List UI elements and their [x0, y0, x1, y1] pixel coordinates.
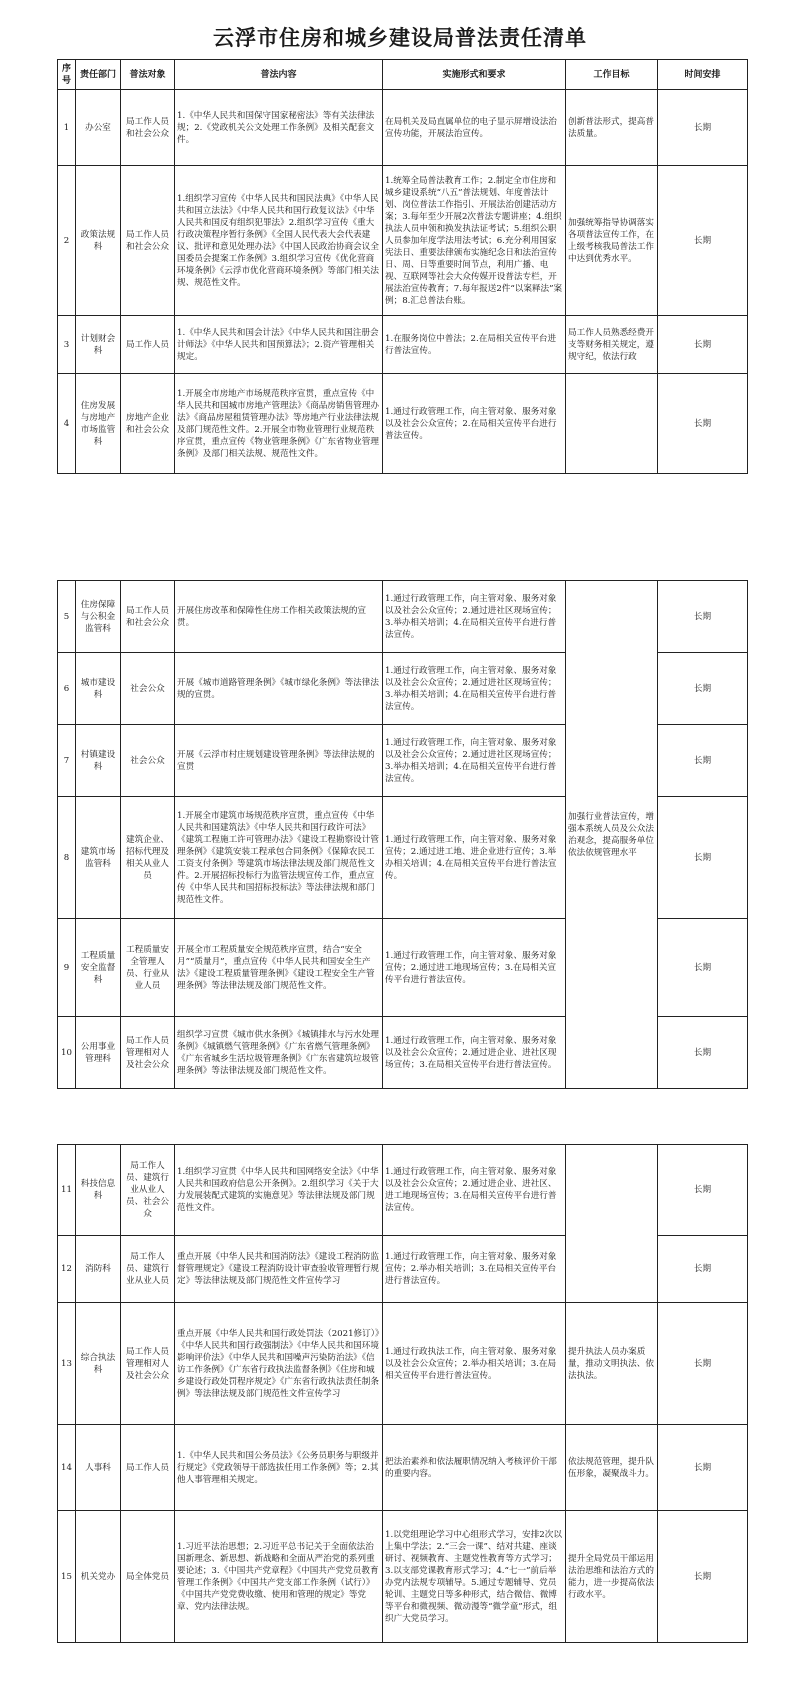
row-seq: 12 [58, 1236, 76, 1303]
row-time: 长期 [658, 374, 748, 474]
row-target: 局工作人员和社会公众 [121, 581, 175, 653]
row-time: 长期 [658, 1236, 748, 1303]
row-method: 1.通过行政管理工作，向主管对象、服务对象以及社会公众宣传；2.通过进社区现场宣传；3.举办相关培训；4.在局相关宣传平台进行普法宣传。 [383, 581, 566, 653]
table-row [58, 1145, 748, 1236]
row-method: 1.在服务岗位中普法；2.在局相关宣传平台进行普法宣传。 [383, 316, 566, 374]
row-seq: 13 [58, 1303, 76, 1425]
row-dept: 综合执法科 [76, 1303, 121, 1425]
row-dept: 科技信息科 [76, 1145, 121, 1236]
row-method: 1.以党组理论学习中心组形式学习，安排2次以上集中学法；2.“三会一课”、结对共建、座谈研讨、视频教育、主题党性教育等方式学习；3.以支部党课教育形式学习；4.“七一”前后举办党内法规专项辅导。5.通过专题辅导、党员轮训、主题党日等多种形式，结合微信、微博等平台和微视频、微动漫等“微学童”形式，组织广大党员学习。 [383, 1511, 566, 1643]
table-row [58, 581, 748, 653]
table-row [58, 166, 748, 316]
shared-goal-cell: 加强行业普法宣传，增强本系统人员及公众法治观念，提高服务单位依法依规管理水平 [566, 581, 658, 1089]
row-dept: 政策法规科 [76, 166, 121, 316]
row-dept: 人事科 [76, 1425, 121, 1511]
responsibility-table-part-2 [57, 580, 748, 1089]
header-dept: 责任部门 [76, 60, 121, 90]
row-time: 长期 [658, 725, 748, 797]
row-content: 1.组织学习宣贯《中华人民共和国网络安全法》《中华人民共和国政府信息公开条例》。2.组织学习《关于大力发展装配式建筑的实施意见》等法律法规及部门规范性文件。 [175, 1145, 383, 1236]
row-goal: 加强统筹指导协调落实各项普法宣传工作，在上级考核我局普法工作中达到优秀水平。 [566, 166, 658, 316]
row-dept: 住房发展与房地产市场监管科 [76, 374, 121, 474]
row-target: 局全体党员 [121, 1511, 175, 1643]
row-goal: 创新普法形式，提高普法质量。 [566, 90, 658, 166]
row-content: 1.组织学习宣传《中华人民共和国民法典》《中华人民共和国立法法》《中华人民共和国行政复议法》《中华人民共和国反有组织犯罪法》2.组织学习宣传《重大行政决策程序暂行条例》《全国人民代表大会代表建议、批评和意见处理办法》《中国人民政治协商会议全国委员会提案工作条例》3.组织学习宣传《优化营商环境条例》《云浮市优化营商环境条例》等部门相关法规、规范性文件。 [175, 166, 383, 316]
row-content: 1.《中华人民共和国保守国家秘密法》等有关法律法规；2.《党政机关公文处理工作条例》及相关配套文件。 [175, 90, 383, 166]
row-target: 建筑企业、招标代理及相关从业人员 [121, 797, 175, 919]
row-goal: 提升执法人员办案质量，推动文明执法、依法执法。 [566, 1303, 658, 1425]
row-seq: 3 [58, 316, 76, 374]
row-content: 重点开展《中华人民共和国行政处罚法（2021修订）》《中华人民共和国行政强制法》《中华人民共和国环境影响评价法》《中华人民共和国噪声污染防治法》《信访工作条例》《广东省行政执法监督条例》《住房和城乡建设行政处罚程序规定》《广东省行政执法责任制条例》等法律法规及部门规范性文件宣传学习 [175, 1303, 383, 1425]
row-target: 局工作人员和社会公众 [121, 90, 175, 166]
row-target: 局工作人员管理相对人及社会公众 [121, 1303, 175, 1425]
row-time: 长期 [658, 581, 748, 653]
row-goal: 依法规范管理，提升队伍形象，凝聚战斗力。 [566, 1425, 658, 1511]
row-method: 1.通过行政管理工作，向主管对象、服务对象以及社会公众宣传；2.通过进企业、进社区、进工地现场宣传；3.在局相关宣传平台进行普法宣传。 [383, 1145, 566, 1236]
row-time: 长期 [658, 166, 748, 316]
row-seq: 4 [58, 374, 76, 474]
row-method: 1.通过行政管理工作，向主管对象、服务对象以及社会公众宣传；2.通过进社区现场宣传；3.举办相关培训；4.在局相关宣传平台进行普法宣传。 [383, 653, 566, 725]
header-seq: 序号 [58, 60, 76, 90]
table-row [58, 316, 748, 374]
row-method: 1.通过行政执法工作，向主管对象、服务对象以及社会公众宣传；2.举办相关培训；3.在局相关宣传平台进行普法宣传。 [383, 1303, 566, 1425]
row-method: 1.通过行政管理工作，向主管对象、服务对象以及社会公众宣传；2.通过进企业、进社区现场宣传；3.在局相关宣传平台进行普法宣传。 [383, 1017, 566, 1089]
table-row [58, 90, 748, 166]
row-seq: 11 [58, 1145, 76, 1236]
row-method: 1.通过行政管理工作，向主管对象、服务对象宣传；2.通过进工地、进企业进行宣传；3.举办相关培训；4.在局相关宣传平台进行普法宣传。 [383, 797, 566, 919]
row-target: 工程质量安全管理人员、行业从业人员 [121, 919, 175, 1017]
header-content: 普法内容 [175, 60, 383, 90]
row-dept: 公用事业管理科 [76, 1017, 121, 1089]
document-title: 云浮市住房和城乡建设局普法责任清单 [213, 26, 587, 50]
row-dept: 办公室 [76, 90, 121, 166]
table-row [58, 374, 748, 474]
row-seq: 15 [58, 1511, 76, 1643]
row-time: 长期 [658, 1511, 748, 1643]
row-time: 长期 [658, 90, 748, 166]
row-target: 局工作人员和社会公众 [121, 166, 175, 316]
row-method: 1.统筹全局普法教育工作；2.制定全市住房和城乡建设系统“八五”普法规划、年度普法计划、岗位普法工作指引、开展法治创建活动方案；3.每年至少开展2次普法专题讲座；4.组织执法人员申领和换发执法证考试；5.组织公职人员参加年度学法用法考试；6.充分利用国家宪法日、重要法律颁布实施纪念日和法治宣传日、周、日等重要时间节点，利用广播、电视、互联网等社会大众传媒开设普法专栏，开展法治宣传教育；7.每年报送2件“以案释法”案例；8.汇总普法台账。 [383, 166, 566, 316]
row-target: 社会公众 [121, 725, 175, 797]
row-time: 长期 [658, 797, 748, 919]
row-target: 局工作人员、建筑行业从业人员 [121, 1236, 175, 1303]
row-seq: 7 [58, 725, 76, 797]
table-row [58, 1511, 748, 1643]
row-method: 1.通过行政管理工作，向主管对象、服务对象以及社会公众宣传；2.在局相关宣传平台进行普法宣传。 [383, 374, 566, 474]
row-goal: 局工作人员熟悉经费开支等财务相关规定，遵规守纪，依法行政 [566, 316, 658, 374]
row-dept: 机关党办 [76, 1511, 121, 1643]
row-content: 开展住房改革和保障性住房工作相关政策法规的宣贯。 [175, 581, 383, 653]
row-method: 把法治素养和依法履职情况纳入考核评价干部的重要内容。 [383, 1425, 566, 1511]
row-method: 1.通过行政管理工作，向主管对象、服务对象以及社会公众宣传；2.通过进社区现场宣传；3.举办相关培训；4.在局相关宣传平台进行普法宣传。 [383, 725, 566, 797]
row-target: 局工作人员 [121, 316, 175, 374]
row-seq: 10 [58, 1017, 76, 1089]
row-content: 1.开展全市房地产市场规范秩序宣贯，重点宣传《中华人民共和国城市房地产管理法》《商品房销售管理办法》《商品房屋租赁管理办法》等房地产行业法律法规及部门规范性文件。2.开展全市物业管理行业规范秩序宣贯，重点宣传《物业管理条例》《广东省物业管理条例》及部门相关法规、规范性文件。 [175, 374, 383, 474]
table-row [58, 1303, 748, 1425]
row-dept: 计划财会科 [76, 316, 121, 374]
row-goal [566, 374, 658, 474]
row-dept: 村镇建设科 [76, 725, 121, 797]
row-content: 开展全市工程质量安全规范秩序宣贯，结合“安全月”“质量月”，重点宣传《中华人民共和国安全生产法》《建设工程质量管理条例》《建设工程安全生产管理条例》等法律法规及部门规范性文件。 [175, 919, 383, 1017]
row-content: 1.《中华人民共和国会计法》《中华人民共和国注册会计师法》《中华人民共和国预算法》；2.资产管理相关规定。 [175, 316, 383, 374]
row-goal-empty [566, 1145, 658, 1303]
row-target: 局工作人员 [121, 1425, 175, 1511]
row-time: 长期 [658, 1303, 748, 1425]
row-content: 1.《中华人民共和国公务员法》《公务员职务与职级并行规定》《党政领导干部选拔任用工作条例》等；2.其他人事管理相关规定。 [175, 1425, 383, 1511]
row-time: 长期 [658, 1145, 748, 1236]
row-content: 开展《城市道路管理条例》《城市绿化条例》等法律法规的宣贯。 [175, 653, 383, 725]
row-seq: 5 [58, 581, 76, 653]
table-header-row [58, 60, 748, 90]
row-seq: 2 [58, 166, 76, 316]
row-time: 长期 [658, 1017, 748, 1089]
row-seq: 9 [58, 919, 76, 1017]
row-seq: 14 [58, 1425, 76, 1511]
header-method: 实施形式和要求 [383, 60, 566, 90]
row-content: 1.习近平法治思想；2.习近平总书记关于全面依法治国新理念、新思想、新战略和全面从严治党的系列重要论述；3.《中国共产党章程》《中国共产党党员教育管理工作条例》《中国共产党支部工作条例（试行）》《中国共产党党费收缴、使用和管理的规定》等党章、党内法律法规。 [175, 1511, 383, 1643]
row-method: 1.通过行政管理工作，向主管对象、服务对象宣传；2.通过进工地现场宣传；3.在局相关宣传平台进行普法宣传。 [383, 919, 566, 1017]
row-content: 重点开展《中华人民共和国消防法》《建设工程消防监督管理规定》《建设工程消防设计审查验收管理暂行规定》等法律法规及部门规范性文件宣传学习 [175, 1236, 383, 1303]
row-time: 长期 [658, 653, 748, 725]
row-seq: 8 [58, 797, 76, 919]
row-content: 开展《云浮市村庄规划建设管理条例》等法律法规的宣贯 [175, 725, 383, 797]
row-dept: 住房保障与公积金监管科 [76, 581, 121, 653]
header-target: 普法对象 [121, 60, 175, 90]
row-content: 组织学习宣贯《城市供水条例》《城镇排水与污水处理条例》《城镇燃气管理条例》《广东省燃气管理条例》《广东省城乡生活垃圾管理条例》《广东省建筑垃圾管理条例》等法律法规及部门规范性文件。 [175, 1017, 383, 1089]
row-dept: 建筑市场监管科 [76, 797, 121, 919]
row-method: 1.通过行政管理工作，向主管对象、服务对象宣传；2.举办相关培训；3.在局相关宣传平台进行普法宣传。 [383, 1236, 566, 1303]
row-target: 局工作人员管理相对人及社会公众 [121, 1017, 175, 1089]
row-dept: 消防科 [76, 1236, 121, 1303]
row-target: 社会公众 [121, 653, 175, 725]
row-content: 1.开展全市建筑市场规范秩序宣贯，重点宣传《中华人民共和国建筑法》《中华人民共和国行政许可法》《建筑工程施工许可管理办法》《建设工程勘察设计管理条例》《建筑安装工程承包合同条例》《保障农民工工资支付条例》等建筑市场法律法规及部门规范性文件。2.开展招标投标行为监管法规宣传工作，重点宣传《中华人民共和国招标投标法》等法律法规和部门规范性文件。 [175, 797, 383, 919]
header-time: 时间安排 [658, 60, 748, 90]
row-time: 长期 [658, 919, 748, 1017]
row-target: 局工作人员、建筑行业从业人员、社会公众 [121, 1145, 175, 1236]
row-time: 长期 [658, 316, 748, 374]
header-goal: 工作目标 [566, 60, 658, 90]
row-target: 房地产企业和社会公众 [121, 374, 175, 474]
row-seq: 1 [58, 90, 76, 166]
row-dept: 城市建设科 [76, 653, 121, 725]
row-dept: 工程质量安全监督科 [76, 919, 121, 1017]
table-row [58, 1425, 748, 1511]
row-seq: 6 [58, 653, 76, 725]
responsibility-table-part-3 [57, 1144, 748, 1643]
row-goal: 提升全局党员干部运用法治思维和法治方式的能力，进一步提高依法行政水平。 [566, 1511, 658, 1643]
responsibility-table-part-1 [57, 59, 748, 474]
row-time: 长期 [658, 1425, 748, 1511]
row-method: 在局机关及局直属单位的电子显示屏增设法治宣传功能，开展法治宣传。 [383, 90, 566, 166]
